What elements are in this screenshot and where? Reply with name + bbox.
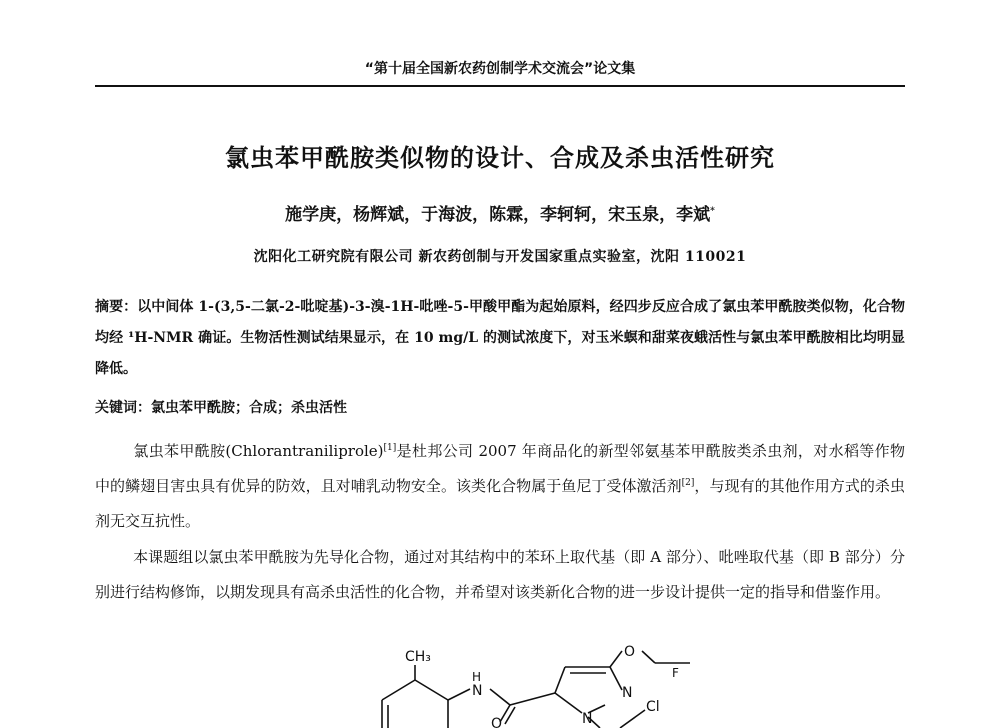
body-paragraph-1: [95, 434, 905, 539]
p1-part3: ，与现有的其他作用方式的杀虫剂无交互抗性。: [95, 477, 905, 530]
label-ch3: CH₃: [405, 649, 431, 665]
label-f: F: [672, 666, 679, 680]
bond-3: [382, 680, 415, 700]
header-rule: [95, 85, 905, 87]
p1-part2: 是杜邦公司 2007 年商品化的新型邻氨基苯甲酰胺类杀虫剂，对水稻等作物中的鳞翅目害虫具有优异的防效，且对哺乳动物安全。该类化合物属于鱼尼丁受体激活剂: [95, 442, 905, 495]
label-o-ether: O: [624, 645, 636, 660]
bond-ether-1: [610, 651, 622, 667]
label-n-pyrazole: N: [622, 685, 633, 701]
bond-1: [415, 680, 448, 700]
authors-text: 施学庚，杨辉斌，于海波，陈霖，李轲轲，宋玉泉，李斌: [285, 205, 711, 225]
chemical-structure-figure: [360, 645, 690, 728]
bond-pz-5: [555, 693, 582, 713]
p2-text: 本课题组以氯虫苯甲酰胺为先导化合物，通过对其结构中的苯环上取代基（即 A 部分）、吡唑取代基（即 B 部分）分别进行结构修饰，以期发现具有高杀虫活性的化合物，并希望对该类新化合物的进一步设计提供一定的指导和借鉴作用。: [95, 548, 905, 601]
body-paragraph-2: [95, 540, 905, 610]
label-o-carbonyl: O: [491, 716, 503, 728]
bond-ether-2: [642, 651, 655, 663]
citation-1: [1]: [383, 443, 397, 453]
abstract: [95, 292, 905, 385]
label-cl: Cl: [646, 699, 660, 715]
author-list: [0, 200, 1000, 225]
abstract-text: 以中间体 1-(3,5-二氯-2-吡啶基)-3-溴-1H-吡唑-5-甲酸甲酯为起始原料，经四步反应合成了氯虫苯甲酰胺类似物，化合物均经 ¹H-NMR 确证。生物活性测试结果显示，在 10 mg/L 的测试浓度下，对玉米螟和甜菜夜蛾活性与氯虫苯甲酰胺相比均明显降低。: [95, 299, 906, 377]
paper-title: 氯虫苯甲酰胺类似物的设计、合成及杀虫活性研究: [225, 144, 775, 172]
label-n-pyrazole-2: N: [582, 711, 593, 727]
label-n-amide: N: [472, 683, 483, 699]
bond-c-pyrazole: [510, 693, 555, 705]
corresponding-mark: *: [710, 206, 715, 217]
abstract-label: 摘要：: [95, 299, 138, 315]
keywords-label: 关键词：: [95, 400, 151, 416]
p1-part1: 氯虫苯甲酰胺(Chlorantraniliprole): [133, 442, 384, 460]
bond-pz-3: [610, 667, 622, 690]
bond-ring-n: [448, 689, 470, 700]
citation-2: [2]: [681, 478, 695, 488]
bond-cl: [620, 710, 645, 728]
running-header: “第十届全国新农药创制学术交流会”论文集: [364, 61, 636, 77]
keywords: [95, 397, 905, 417]
bond-n-c: [490, 689, 510, 705]
label-h-amide: H: [472, 670, 482, 684]
keywords-text: 氯虫苯甲酰胺；合成；杀虫活性: [151, 400, 347, 416]
bond-pz-1: [555, 667, 565, 693]
affiliation: 沈阳化工研究院有限公司 新农药创制与开发国家重点实验室，沈阳 110021: [253, 249, 747, 265]
